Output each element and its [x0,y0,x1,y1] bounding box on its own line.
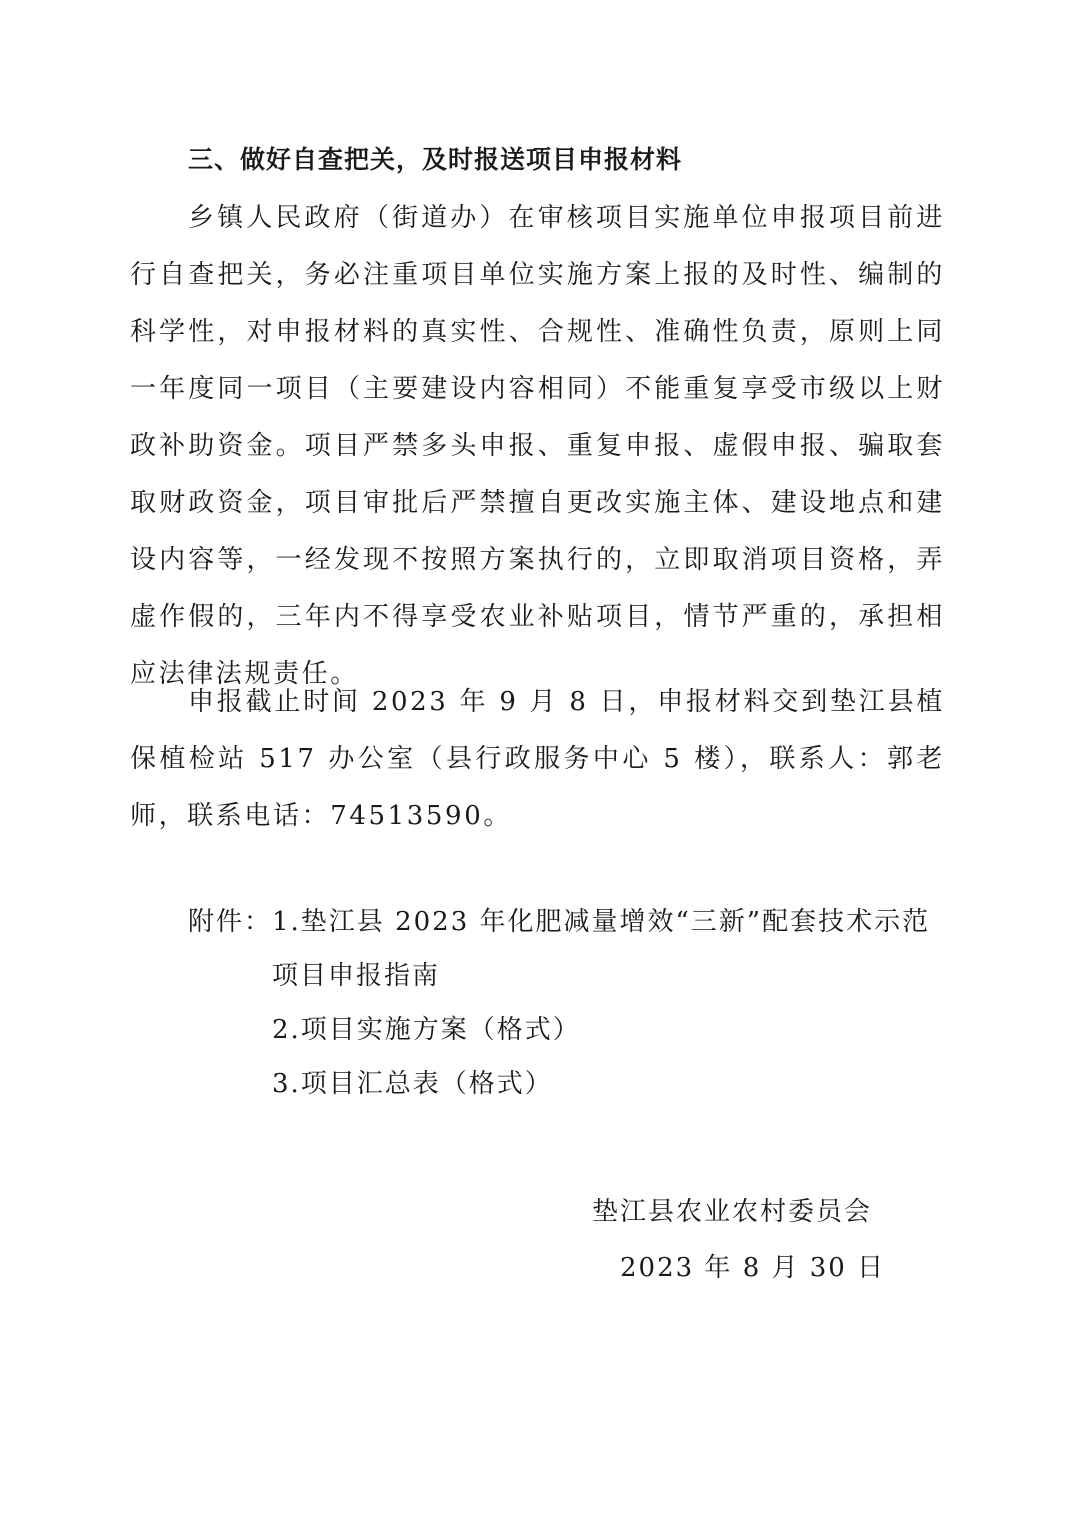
attachment-item-2: 2.项目实施方案（格式） [272,1015,581,1045]
attachment-item-3: 3.项目汇总表（格式） [272,1069,553,1099]
signature-organization: 垫江县农业农村委员会 [592,1197,873,1227]
attachment-item-1-continuation: 项目申报指南 [272,961,441,991]
attachment-item-1: 1.垫江县 2023 年化肥减量增效“三新”配套技术示范 [272,907,931,937]
attachments-label: 附件： [188,907,273,937]
section-heading: 三、做好自查把关，及时报送项目申报材料 [188,145,683,174]
signature-date: 2023 年 8 月 30 日 [620,1253,886,1283]
body-paragraph-deadline-contact: 申报截止时间 2023 年 9 月 8 日，申报材料交到垫江县植保植检站 517 办公室（县行政服务中心 5 楼），联系人：郭老师，联系电话：74513590。 [130,687,945,831]
body-paragraph-self-check: 乡镇人民政府（街道办）在审核项目实施单位申报项目前进行自查把关，务必注重项目单位实施方案上报的及时性、编制的科学性，对申报材料的真实性、合规性、准确性负责，原则上同一年度同一项目（主要建设内容相同）不能重复享受市级以上财政补助资金。项目严禁多头申报、重复申报、虚假申报、骗取套取财政资金，项目审批后严禁擅自更改实施主体、建设地点和建设内容等，一经发现不按照方案执行的，立即取消项目资格，弄虚作假的，三年内不得享受农业补贴项目，情节严重的，承担相应法律法规责任。 [130,203,945,689]
